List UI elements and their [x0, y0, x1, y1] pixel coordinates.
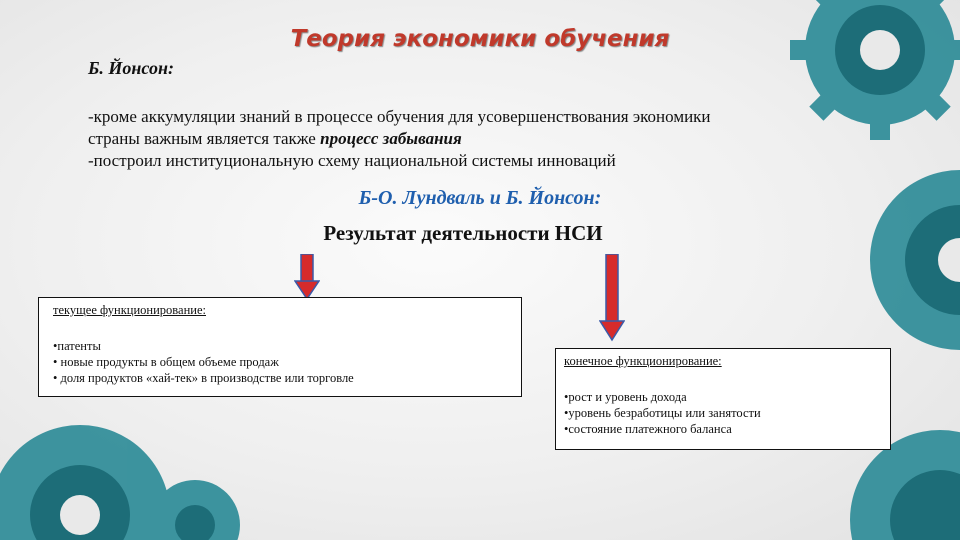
paragraph-line-2-text: страны важным является также [88, 129, 321, 148]
list-item: •патенты [53, 339, 101, 353]
subheading-authors: Б-О. Лундваль и Б. Йонсон: [358, 187, 602, 209]
arrow-down-left-icon [294, 254, 320, 300]
list-item: •уровень безработицы или занятости [564, 406, 761, 420]
paragraph-line-2 [88, 128, 868, 150]
list-item: •рост и уровень дохода [564, 390, 687, 404]
gear-bottom-left-decoration [0, 395, 240, 540]
slide-title: Теория экономики обучения [290, 26, 670, 52]
paragraph-line-1: -кроме аккумуляции знаний в процессе обучения для усовершенствования экономики [88, 107, 711, 126]
current-functioning-header: текущее функционирование: [53, 303, 206, 317]
current-functioning-box [38, 297, 522, 397]
list-item: •состояние платежного баланса [564, 422, 732, 436]
description-paragraph [88, 106, 868, 172]
final-functioning-box [555, 348, 891, 450]
arrow-down-right-icon [599, 254, 625, 342]
result-heading: Результат деятельности НСИ [323, 221, 603, 245]
final-functioning-list [564, 389, 884, 437]
list-item: • доля продуктов «хай-тек» в производстве или торговле [53, 371, 354, 385]
paragraph-emphasis: процесс забывания [320, 129, 462, 148]
paragraph-line-3: -построил институциональную схему национальной системы инноваций [88, 151, 616, 170]
current-functioning-list [53, 338, 513, 386]
author-name: Б. Йонсон: [88, 58, 174, 78]
final-functioning-header: конечное функционирование: [564, 354, 722, 368]
list-item: • новые продукты в общем объеме продаж [53, 355, 279, 369]
